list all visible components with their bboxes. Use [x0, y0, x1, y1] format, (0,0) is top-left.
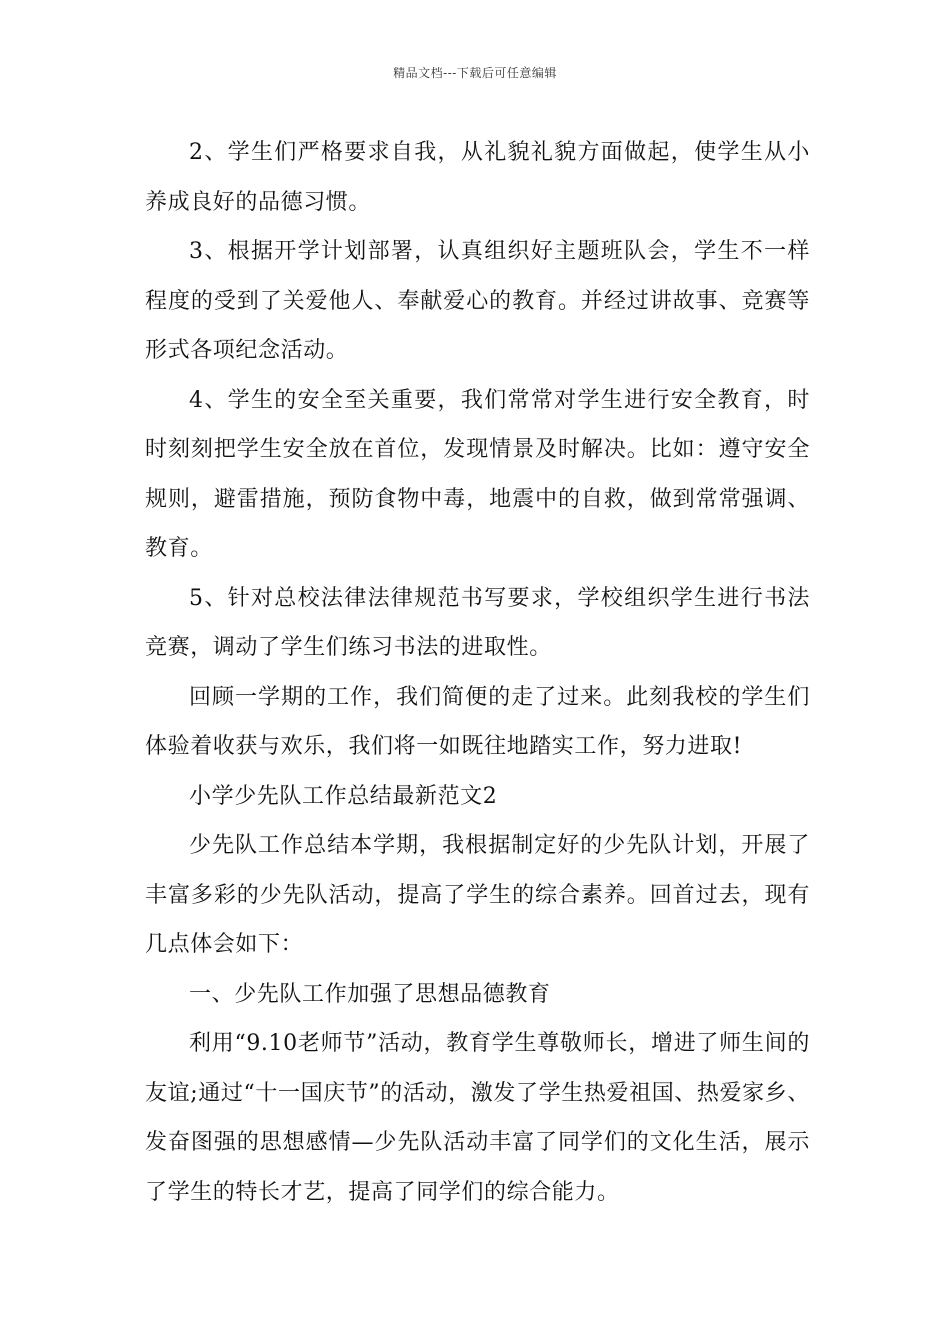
section-title: 小学少先队工作总结最新范文2 [189, 783, 498, 809]
document-body [145, 128, 810, 1217]
paragraph-item-4: 4、学生的安全至关重要，我们常常对学生进行安全教育，时时刻刻把学生安全放在首位，发现情景及时解决。比如：遵守安全规则，避雷措施，预防食物中毒，地震中的自救，做到常常强调、教育。 [145, 387, 810, 561]
paragraph-intro: 少先队工作总结本学期，我根据制定好的少先队计划，开展了丰富多彩的少先队活动，提高了学生的综合素养。回首过去，现有几点体会如下： [145, 833, 810, 957]
paragraph-item-5: 5、针对总校法律法律规范书写要求，学校组织学生进行书法竞赛，调动了学生们练习书法的进取性。 [145, 585, 810, 660]
paragraph-item-3: 3、根据开学计划部署，认真组织好主题班队会，学生不一样程度的受到了关爱他人、奉献爱心的教育。并经过讲故事、竞赛等形式各项纪念活动。 [145, 239, 810, 363]
paragraph-review: 回顾一学期的工作，我们简便的走了过来。此刻我校的学生们体验着收获与欢乐，我们将一如既往地踏实工作，努力进取! [145, 684, 810, 759]
page-header: 精品文档---下载后可任意编辑 [393, 66, 557, 80]
paragraph-activities: 利用“9.10老师节”活动，教育学生尊敬师长，增进了师生间的友谊;通过“十一国庆节”的活动，激发了学生热爱祖国、热爱家乡、发奋图强的思想感情—少先队活动丰富了同学们的文化生活，展示了学生的特长才艺，提高了同学们的综合能力。 [145, 1031, 810, 1205]
paragraph-item-2: 2、学生们严格要求自我，从礼貌礼貌方面做起，使学生从小养成良好的品德习惯。 [145, 140, 810, 215]
subsection-heading: 一、少先队工作加强了思想品德教育 [189, 981, 551, 1007]
